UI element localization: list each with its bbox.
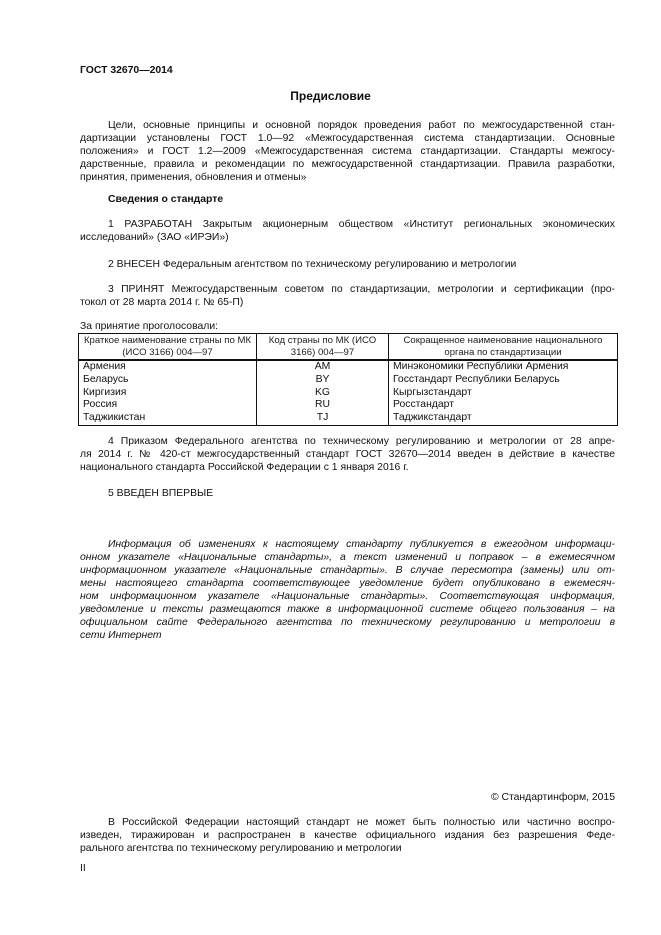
standards-body: Росстандарт (389, 399, 618, 412)
paragraph-line: официальном сайте Федерального агентства по техническому регулированию и метрологии в (80, 617, 615, 628)
column-header: Сокращенное наименование национального органа по стандартизации (389, 334, 618, 361)
country-name: Россия (79, 399, 257, 412)
paragraph-line: Информация об изменениях к настоящему стандарту публикуется в ежегодном информаци- (108, 539, 615, 550)
paragraph-line: Цели, основные принципы и основной порядок проведения работ по межгосударственной стан- (108, 120, 615, 131)
section-heading: Сведения о стандарте (108, 194, 224, 205)
paragraph-line: положения» и ГОСТ 1.2—2009 «Межгосударственная система стандартизации. Стандарты межгосу- (80, 146, 615, 157)
item1-line: 1 РАЗРАБОТАН Закрытым акционерным обществом «Институт региональных экономических (108, 219, 615, 230)
country-name: Армения (79, 360, 257, 374)
paragraph-line: дартизации установлены ГОСТ 1.0—92 «Межгосударственная система стандартизации. Основные (80, 133, 615, 144)
page-number: II (80, 863, 86, 874)
paragraph-line: изведен, тиражирован и распространен в качестве официального издания без разрешения Феде- (80, 830, 615, 841)
vote-label: За принятие проголосовали: (80, 321, 219, 332)
country-code: RU (257, 399, 389, 412)
item1-line: исследований» (ЗАО «ИРЭИ») (80, 232, 229, 243)
document-code: ГОСТ 32670—2014 (80, 65, 173, 76)
item2: 2 ВНЕСЕН Федеральным агентством по техническому регулированию и метрологии (108, 259, 517, 270)
paragraph-line: ном информационном указателе «Национальные стандарты». Соответствующая информация, (80, 591, 615, 602)
country-code: KG (257, 387, 389, 400)
item5: 5 ВВЕДЕН ВПЕРВЫЕ (108, 488, 214, 499)
item4-line: 4 Приказом Федерального агентства по техническому регулированию и метрологии от 28 апре- (108, 436, 615, 447)
country-code: TJ (257, 412, 389, 425)
paragraph-line: мены настоящего стандарта соответствующее уведомление будет опубликовано в ежемесяч- (80, 578, 615, 589)
country-name: Таджикистан (79, 412, 257, 425)
page-title: Предисловие (290, 89, 371, 103)
paragraph-line: уведомление и тексты размещаются также в информационной системе общего пользования – на (80, 604, 615, 615)
paragraph-line: принятия, применения, обновления и отмены» (80, 172, 307, 183)
table-row (79, 412, 618, 425)
paragraph-line: онном указателе «Национальные стандарты», а текст изменений и поправок – в ежемесячном (80, 552, 615, 563)
voting-table (78, 333, 618, 426)
item3-line: токол от 28 марта 2014 г. № 65-П) (80, 297, 244, 308)
standards-body: Минэкономики Республики Армения (389, 360, 618, 374)
copyright: © Стандартинформ, 2015 (490, 792, 615, 803)
paragraph-line: рального агентства по техническому регулированию и метрологии (80, 843, 402, 854)
column-header: Краткое наименование страны по МК (ИСО 3166) 004—97 (79, 334, 257, 361)
paragraph-line: В Российской Федерации настоящий стандарт не может быть полностью или частично воспро- (108, 817, 615, 828)
paragraph-line: дарственные, правила и рекомендации по межгосударственной стандартизации. Правила разработки, (80, 159, 615, 170)
table-row (79, 387, 618, 400)
standards-body: Кыргызстандарт (389, 387, 618, 400)
table-row (79, 399, 618, 412)
paragraph-line: сети Интернет (80, 630, 162, 641)
item3-line: 3 ПРИНЯТ Межгосударственным советом по стандартизации, метрологии и сертификации (про- (108, 284, 615, 295)
country-code: BY (257, 374, 389, 387)
standards-body: Таджикстандарт (389, 412, 618, 425)
item4-line: национального стандарта Российской Федерации с 1 января 2016 г. (80, 462, 409, 473)
table-row (79, 360, 618, 374)
country-name: Беларусь (79, 374, 257, 387)
column-header: Код страны по МК (ИСО 3166) 004—97 (257, 334, 389, 361)
country-code: AM (257, 360, 389, 374)
table-row (79, 374, 618, 387)
standards-body: Госстандарт Республики Беларусь (389, 374, 618, 387)
paragraph-line: информационном указателе «Национальные стандарты». В случае пересмотра (замены) или от- (80, 565, 615, 576)
item4-line: ля 2014 г. № 420-ст межгосударственный стандарт ГОСТ 32670—2014 введен в действие в качестве (80, 449, 615, 460)
country-name: Киргизия (79, 387, 257, 400)
